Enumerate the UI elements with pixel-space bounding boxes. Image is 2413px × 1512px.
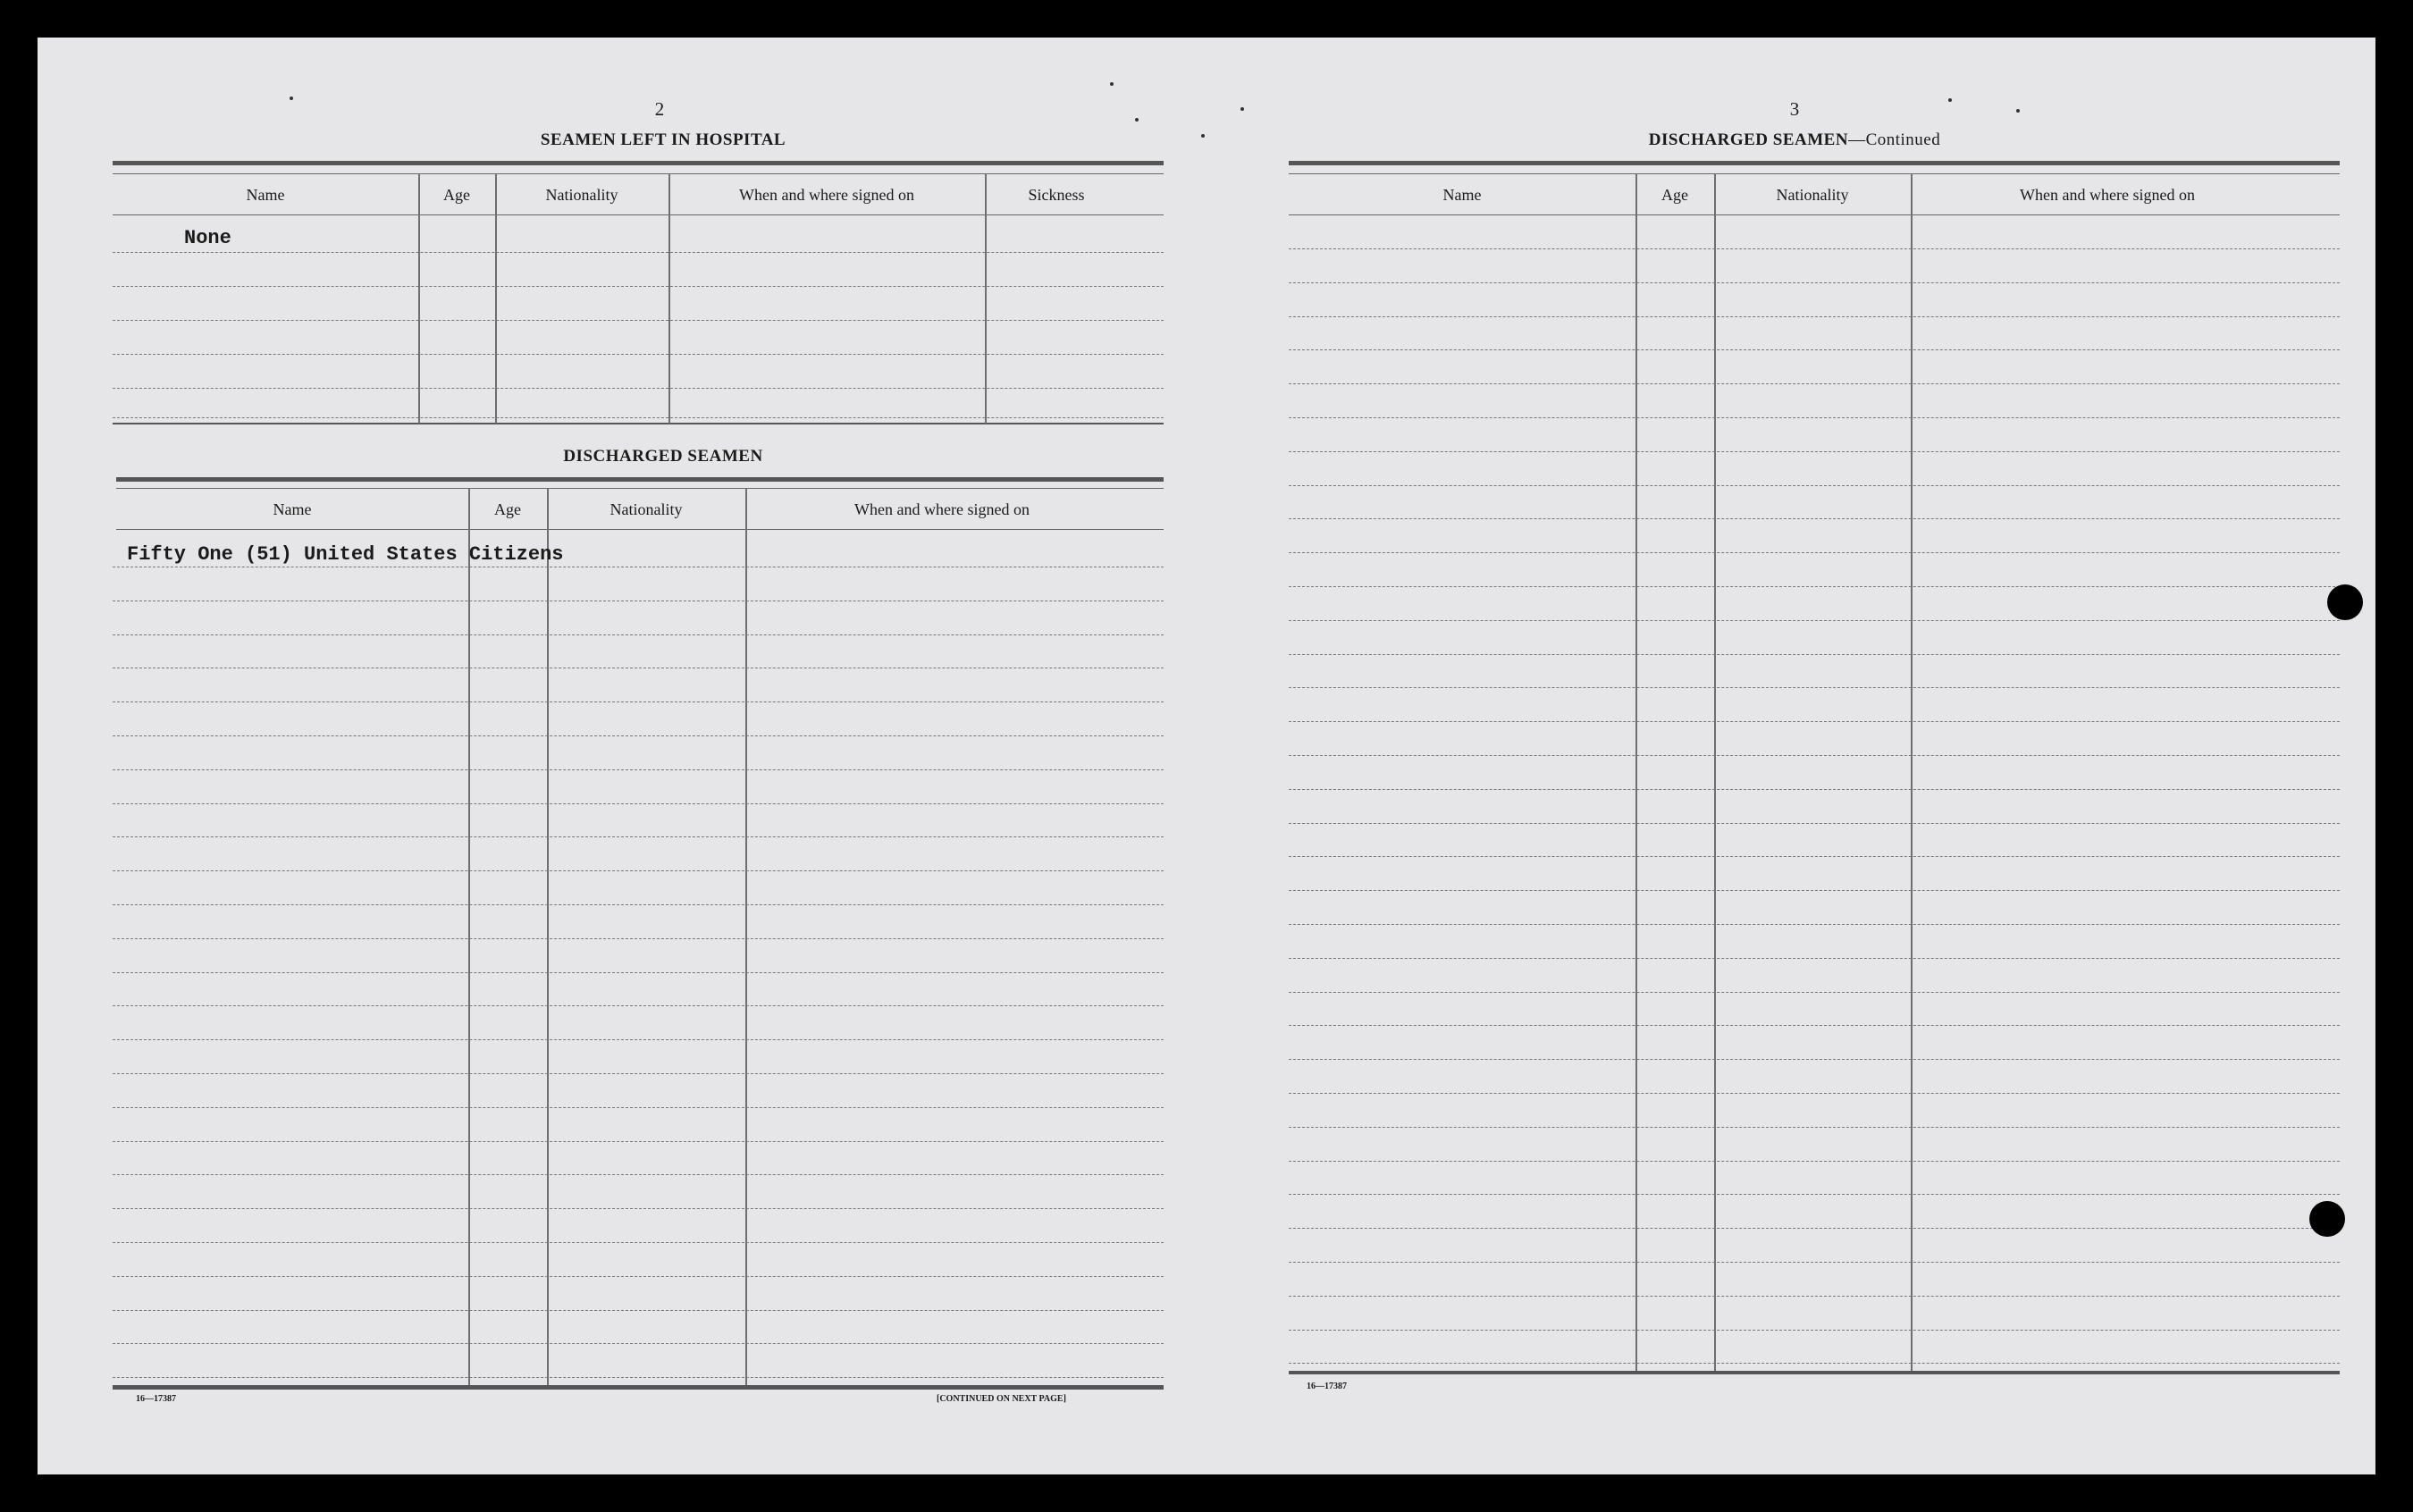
discharged-header-signed-on: When and where signed on xyxy=(854,500,1030,518)
right-header-name: Name xyxy=(1442,186,1482,204)
row-line xyxy=(113,1310,1164,1311)
hospital-col-divider xyxy=(668,173,670,424)
row-line xyxy=(1289,620,2340,621)
right-bottom-rule xyxy=(1289,1371,2340,1374)
row-line xyxy=(1289,823,2340,824)
right-section-title xyxy=(1535,130,2054,150)
row-line xyxy=(1289,1059,2340,1060)
right-section-title-main: DISCHARGED SEAMEN xyxy=(1648,130,1849,149)
hospital-row-line xyxy=(113,388,1164,389)
row-line xyxy=(1289,924,2340,925)
punch-hole xyxy=(2327,584,2363,620)
right-header-signed-on: When and where signed on xyxy=(2020,186,2195,204)
row-line xyxy=(1289,383,2340,384)
row-line xyxy=(1289,721,2340,722)
hospital-row-line xyxy=(113,320,1164,321)
row-line xyxy=(113,1343,1164,1344)
row-line xyxy=(113,1276,1164,1277)
right-header-rule xyxy=(1289,214,2340,215)
hospital-row-line xyxy=(113,252,1164,253)
row-line xyxy=(1289,248,2340,249)
right-top-rule xyxy=(1289,161,2340,165)
row-line xyxy=(1289,1228,2340,1229)
left-form-number: 16—17387 xyxy=(136,1394,176,1404)
row-line xyxy=(1289,958,2340,959)
discharged-top-thin-rule xyxy=(116,488,1164,489)
right-col-divider xyxy=(1911,173,1913,1371)
row-line xyxy=(1289,451,2340,452)
row-line xyxy=(113,1377,1164,1378)
row-line xyxy=(1289,552,2340,553)
discharged-col-divider xyxy=(745,488,747,1385)
row-line xyxy=(1289,1093,2340,1094)
right-page-number: 3 xyxy=(1789,98,1800,120)
row-line xyxy=(1289,518,2340,519)
row-line xyxy=(113,735,1164,736)
row-line xyxy=(113,769,1164,770)
hospital-col-divider xyxy=(985,173,987,424)
discharged-section-title: DISCHARGED SEAMEN xyxy=(563,447,763,466)
row-line xyxy=(1289,1194,2340,1195)
discharged-top-rule xyxy=(116,477,1164,482)
discharged-header-nationality: Nationality xyxy=(610,500,683,518)
row-line xyxy=(113,634,1164,635)
scan-speck xyxy=(1201,134,1205,138)
discharged-col-divider xyxy=(547,488,549,1385)
right-header-age: Age xyxy=(1661,186,1688,204)
scan-speck xyxy=(1948,98,1952,102)
row-line xyxy=(1289,992,2340,993)
right-header-nationality: Nationality xyxy=(1776,186,1849,204)
hospital-row-line xyxy=(113,354,1164,355)
row-line xyxy=(113,836,1164,837)
right-col-divider xyxy=(1714,173,1716,1371)
row-line xyxy=(113,904,1164,905)
row-line xyxy=(1289,1363,2340,1364)
discharged-bottom-rule xyxy=(113,1385,1164,1390)
hospital-col-divider xyxy=(418,173,420,424)
hospital-header-sickness: Sickness xyxy=(1028,186,1085,204)
row-line xyxy=(1289,687,2340,688)
scan-speck xyxy=(290,97,293,100)
hospital-bottom-rule xyxy=(113,423,1164,424)
row-line xyxy=(113,1005,1164,1006)
row-line xyxy=(1289,485,2340,486)
hospital-header-rule xyxy=(113,214,1164,215)
punch-hole xyxy=(2309,1201,2345,1237)
discharged-header-age: Age xyxy=(494,500,521,518)
hospital-header-signed-on: When and where signed on xyxy=(739,186,914,204)
row-line xyxy=(1289,1262,2340,1263)
row-line xyxy=(1289,755,2340,756)
right-section-title-continued: —Continued xyxy=(1848,130,1941,149)
hospital-header-nationality: Nationality xyxy=(545,186,618,204)
continued-note: [CONTINUED ON NEXT PAGE] xyxy=(937,1394,1066,1404)
left-page-number: 2 xyxy=(654,98,665,120)
row-line xyxy=(1289,1025,2340,1026)
row-line xyxy=(1289,1127,2340,1128)
row-line xyxy=(1289,789,2340,790)
right-top-thin-rule xyxy=(1289,173,2340,174)
scan-speck xyxy=(2016,109,2020,113)
scan-speck xyxy=(1240,107,1244,111)
row-line xyxy=(1289,349,2340,350)
discharged-col-divider xyxy=(468,488,470,1385)
row-line xyxy=(113,1073,1164,1074)
hospital-entry-text: None xyxy=(184,227,231,249)
row-line xyxy=(113,1141,1164,1142)
row-line xyxy=(1289,316,2340,317)
right-col-divider xyxy=(1635,173,1637,1371)
discharged-header-rule xyxy=(116,529,1164,530)
row-line xyxy=(113,803,1164,804)
discharged-header-name: Name xyxy=(273,500,312,518)
row-line xyxy=(1289,417,2340,418)
row-line xyxy=(1289,1161,2340,1162)
hospital-header-name: Name xyxy=(246,186,285,204)
row-line xyxy=(1289,586,2340,587)
right-form-number: 16—17387 xyxy=(1307,1382,1347,1391)
row-line xyxy=(113,1039,1164,1040)
hospital-row-line xyxy=(113,286,1164,287)
row-line xyxy=(1289,856,2340,857)
row-line xyxy=(113,1208,1164,1209)
discharged-entry-text: Fifty One (51) United States Citizens xyxy=(127,543,564,566)
hospital-top-thin-rule xyxy=(113,173,1164,174)
row-line xyxy=(1289,282,2340,283)
row-line xyxy=(1289,654,2340,655)
scan-speck xyxy=(1135,118,1139,122)
scan-speck xyxy=(1110,82,1114,86)
hospital-col-divider xyxy=(495,173,497,424)
hospital-header-age: Age xyxy=(443,186,470,204)
row-line xyxy=(113,870,1164,871)
row-line xyxy=(113,1242,1164,1243)
row-line xyxy=(113,1174,1164,1175)
hospital-section-title: SEAMEN LEFT IN HOSPITAL xyxy=(540,130,786,149)
row-line xyxy=(113,701,1164,702)
scanned-form-sheet xyxy=(38,38,2375,1474)
hospital-top-rule xyxy=(113,161,1164,165)
row-line xyxy=(1289,1330,2340,1331)
row-line xyxy=(1289,890,2340,891)
row-line xyxy=(113,972,1164,973)
hospital-row-line xyxy=(113,417,1164,418)
row-line xyxy=(113,938,1164,939)
row-line xyxy=(1289,1296,2340,1297)
row-line xyxy=(113,1107,1164,1108)
